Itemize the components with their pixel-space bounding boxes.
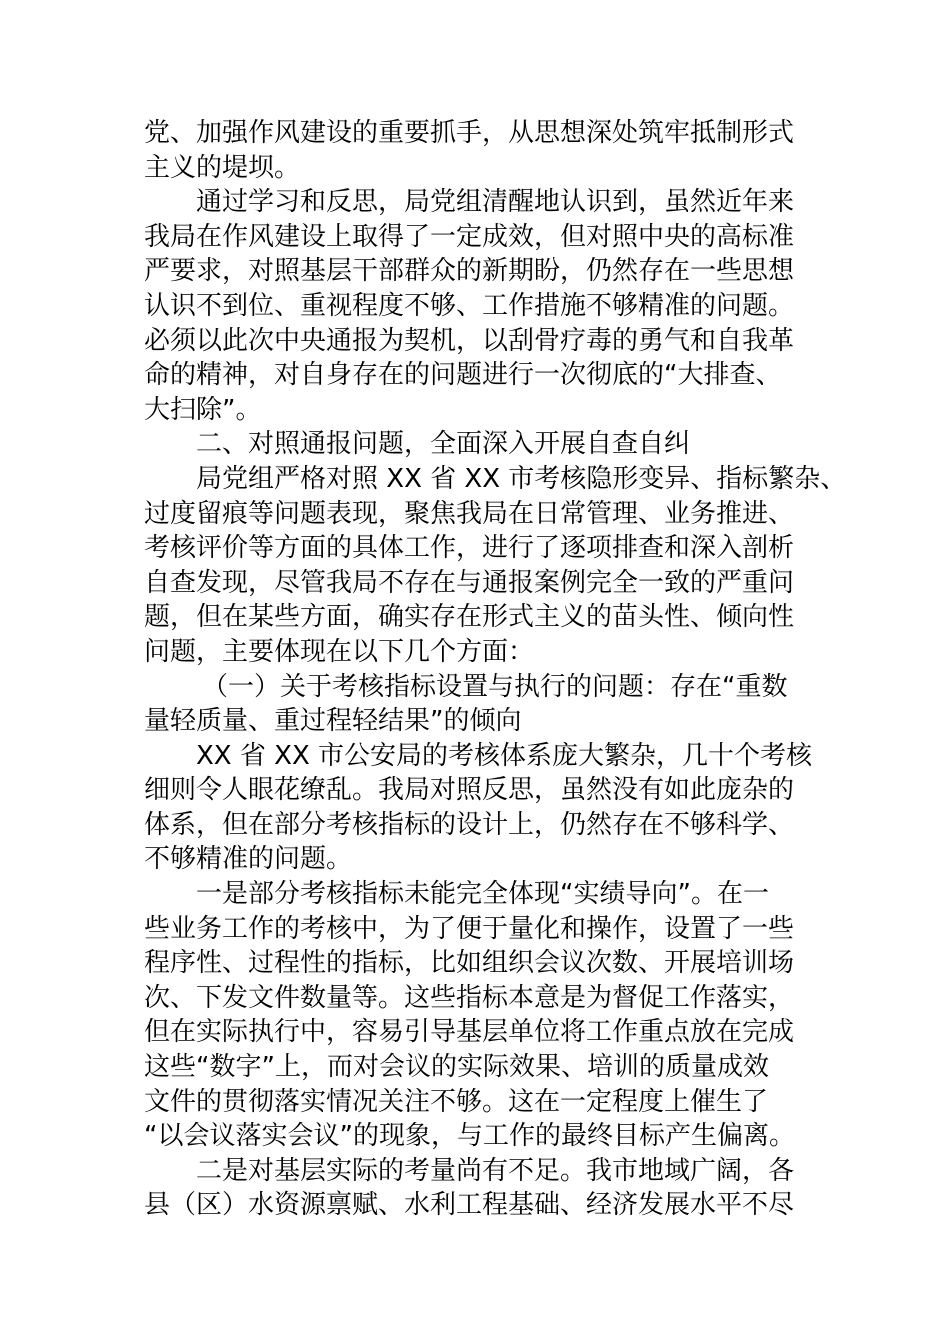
subsection-heading-continued: 量轻质量、重过程轻结果”的倾向 xyxy=(144,706,522,737)
text-line: 程序性、过程性的指标，比如组织会议次数、开展培训场 xyxy=(144,948,795,979)
text-line: 自查发现，尽管我局不存在与通报案例完全一致的严重问 xyxy=(144,567,795,598)
paragraph-start-line: 一是部分考核指标未能完全体现“实绩导向”。在一 xyxy=(196,879,769,910)
text-line: “以会议落实会议”的现象，与工作的最终目标产生偏离。 xyxy=(144,1121,795,1152)
text-line: 必须以此次中央通报为契机，以刮骨疗毒的勇气和自我革 xyxy=(144,325,795,356)
text-line: 大扫除”。 xyxy=(144,394,262,425)
text-line: 不够精准的问题。 xyxy=(144,844,353,875)
text-line: 次、下发文件数量等。这些指标本意是为督促工作落实， xyxy=(144,982,795,1013)
section-heading: 二、对照通报问题，全面深入开展自查自纠 xyxy=(196,429,691,460)
paragraph-start-line: 二是对基层实际的考量尚有不足。我市地域广阔，各 xyxy=(196,1155,795,1186)
text-line: 些业务工作的考核中，为了便于量化和操作，设置了一些 xyxy=(144,913,795,944)
text-line: 这些“数字”上，而对会议的实际效果、培训的质量成效 xyxy=(144,1052,769,1083)
paragraph-start-line: XX 省 XX 市公安局的考核体系庞大繁杂，几十个考核 xyxy=(196,740,813,771)
paragraph-start-line: 通过学习和反思，局党组清醒地认识到，虽然近年来 xyxy=(196,187,795,218)
text-line: 命的精神，对自身存在的问题进行一次彻底的“大排查、 xyxy=(144,360,782,391)
text-line: 党、加强作风建设的重要抓手，从思想深处筑牢抵制形式 xyxy=(144,118,795,148)
subsection-heading: （一）关于考核指标设置与执行的问题：存在“重数 xyxy=(202,671,788,702)
text-line: 严要求，对照基层干部群众的新期盼，仍然存在一些思想 xyxy=(144,256,795,287)
text-line: 但在实际执行中，容易引导基层单位将工作重点放在完成 xyxy=(144,1017,795,1048)
text-line: 文件的贯彻落实情况关注不够。这在一定程度上催生了 xyxy=(144,1086,769,1117)
text-line: 问题，主要体现在以下几个方面： xyxy=(144,636,535,667)
document-body xyxy=(144,116,847,1223)
text-line: 县（区）水资源禀赋、水利工程基础、经济发展水平不尽 xyxy=(144,1190,795,1221)
text-line: 主义的堤坝。 xyxy=(144,152,301,183)
text-line: 题，但在某些方面，确实存在形式主义的苗头性、倾向性 xyxy=(144,602,795,633)
text-line: 细则令人眼花缭乱。我局对照反思，虽然没有如此庞杂的 xyxy=(144,775,795,806)
text-line: 考核评价等方面的具体工作，进行了逐项排查和深入剖析 xyxy=(144,533,795,564)
text-line: 体系，但在部分考核指标的设计上，仍然存在不够科学、 xyxy=(144,809,795,840)
text-line: 认识不到位、重视程度不够、工作措施不够精准的问题。 xyxy=(144,290,795,321)
paragraph-start-line: 局党组严格对照 XX 省 XX 市考核隐形变异、指标繁杂、 xyxy=(196,463,847,494)
text-line: 过度留痕等问题表现，聚焦我局在日常管理、业务推进、 xyxy=(144,498,795,529)
text-line: 我局在作风建设上取得了一定成效，但对照中央的高标准 xyxy=(144,221,795,252)
